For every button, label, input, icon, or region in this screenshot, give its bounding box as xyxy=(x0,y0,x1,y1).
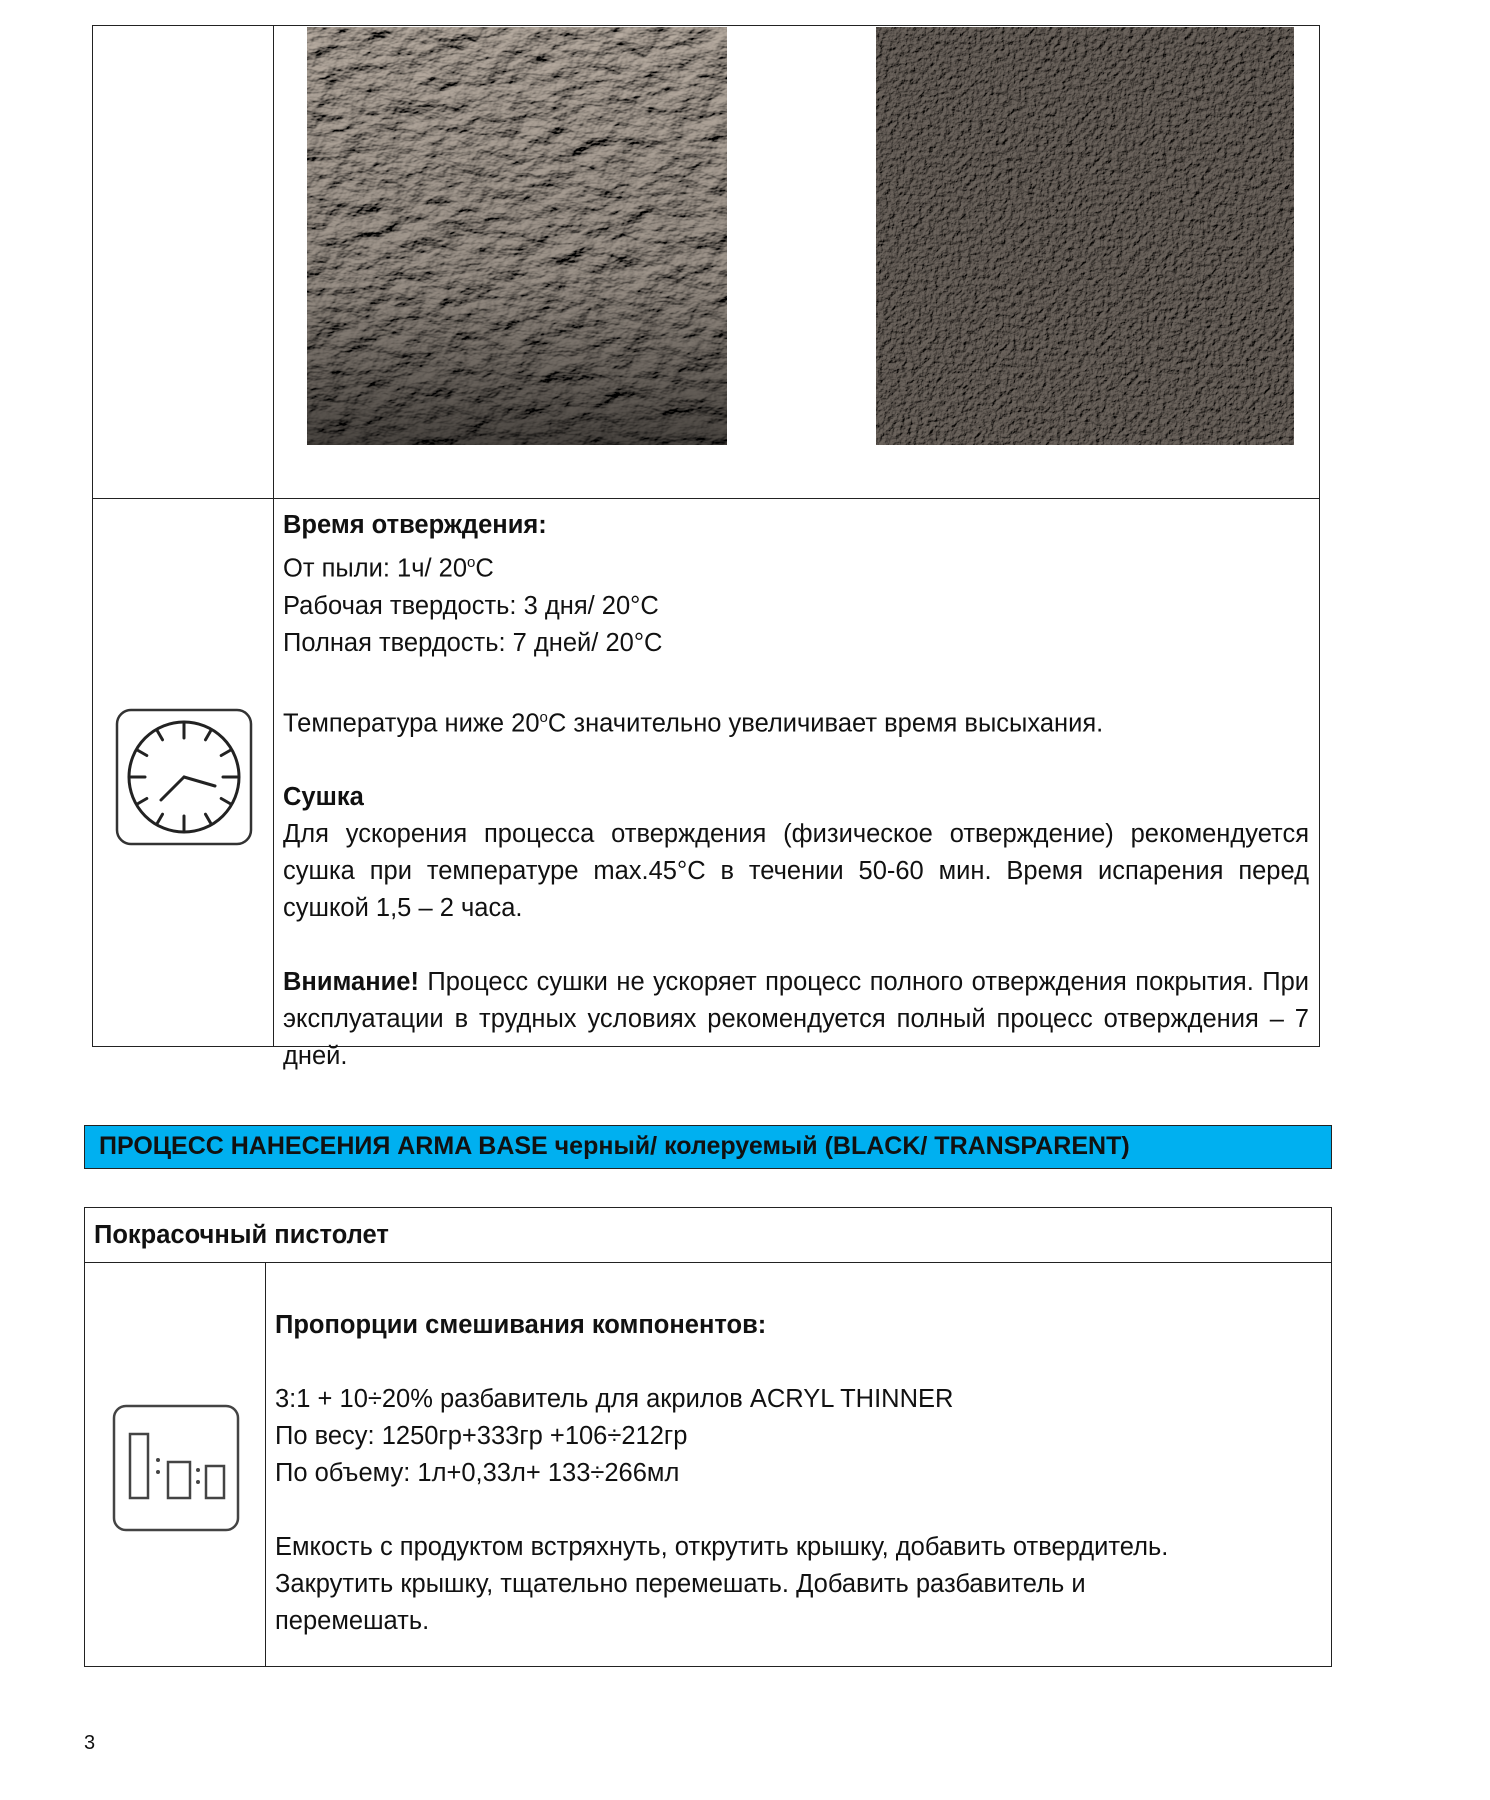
mix-title: Пропорции смешивания компонентов: xyxy=(275,1311,767,1339)
drying-text: Для ускорения процесса отверждения (физическое отверждение) рекомендуется сушка при температуре max.45°C в течении 50-60 мин. Время испарения перед сушкой 1,5 – 2 часа. xyxy=(283,820,1309,922)
mix-ratio-icon xyxy=(112,1404,240,1532)
curing-title: Время отверждения: xyxy=(283,511,547,539)
instruction-line: перемешать. xyxy=(275,1607,430,1635)
spray-gun-header: Покрасочный пистолет xyxy=(94,1221,389,1249)
curing-line: От пыли: 1ч/ 20$^o$С xyxy=(283,554,494,583)
table-divider xyxy=(265,1262,266,1666)
table-divider xyxy=(85,1262,1331,1263)
table-divider xyxy=(273,26,274,1046)
texture-sample-granular xyxy=(876,27,1294,445)
table-divider xyxy=(93,498,1319,499)
drying-title: Сушка xyxy=(283,783,364,811)
mixing-text xyxy=(275,1307,1315,1640)
volume-line: По объему: 1л+0,33л+ 133÷266мл xyxy=(275,1459,680,1487)
ratio-line: 3:1 + 10÷20% разбавитель для акрилов ACRYL THINNER xyxy=(275,1385,954,1413)
temperature-note: Температура ниже 20$^o$С значительно увеличивает время высыхания. xyxy=(283,708,1104,737)
weight-line: По весу: 1250гр+333гр +106÷212гр xyxy=(275,1422,688,1450)
instruction-line: Закрутить крышку, тщательно перемешать. Добавить разбавитель и xyxy=(275,1570,1086,1598)
texture-sample-wavy xyxy=(307,27,727,445)
instruction-line: Емкость с продуктом встряхнуть, открутить крышку, добавить отвердитель. xyxy=(275,1533,1169,1561)
clock-icon xyxy=(115,708,253,846)
curing-text xyxy=(283,507,1309,1075)
section-title-bar: ПРОЦЕСС НАНЕСЕНИЯ ARMA BASE черный/ колеруемый (BLACK/ TRANSPARENT) xyxy=(84,1125,1332,1169)
page-number: 3 xyxy=(84,1732,96,1754)
spray-gun-table xyxy=(84,1207,1332,1667)
curing-line: Рабочая твердость: 3 дня/ 20°С xyxy=(283,591,659,620)
curing-table xyxy=(92,25,1320,1070)
curing-line: Полная твердость: 7 дней/ 20°С xyxy=(283,628,663,657)
warning-text: Внимание! Процесс сушки не ускоряет процесс полного отверждения покрытия. При эксплуатации в трудных условиях рекомендуется полный процесс отверждения – 7 дней. xyxy=(283,968,1309,1070)
